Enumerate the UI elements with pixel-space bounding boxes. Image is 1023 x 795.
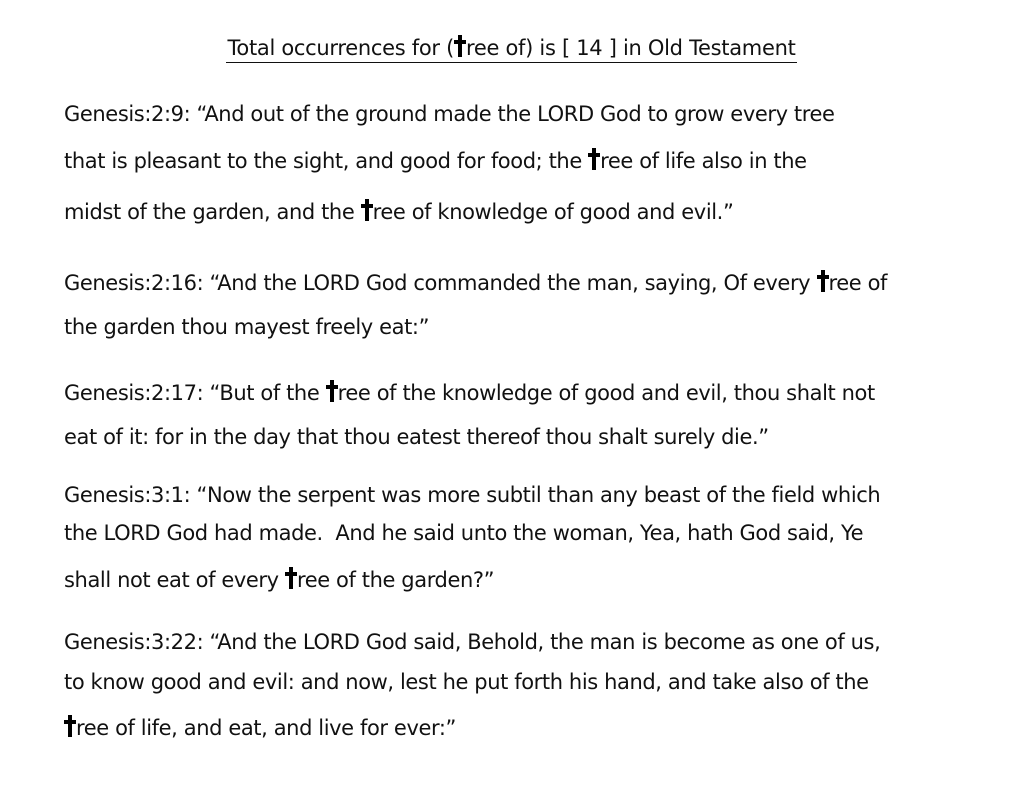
verse-text: shall not eat of every (64, 568, 285, 592)
verse-gen-2-9-line-1 (64, 100, 835, 128)
verse-gen-2-16-line-1 (64, 269, 887, 297)
verse-text: ree of life also in the (600, 149, 807, 173)
verse-text: the garden thou mayest freely eat:” (64, 315, 430, 339)
cross-icon (588, 148, 599, 170)
verse-text: Genesis:3:1: “Now the serpent was more subtil than any beast of the field which (64, 483, 881, 507)
verse-text: that is pleasant to the sight, and good for food; the (64, 149, 589, 173)
title-text-after: ree of) is [ 14 ] in Old Testament (466, 36, 796, 60)
verse-text: Genesis:2:17: “But of the (64, 381, 326, 405)
cross-icon (454, 35, 465, 57)
cross-icon (64, 715, 75, 737)
verse-text: ree of knowledge of good and evil.” (372, 200, 734, 224)
verse-text: eat of it: for in the day that thou eatest thereof thou shalt surely die.” (64, 425, 769, 449)
verse-gen-2-17-line-1 (64, 379, 875, 407)
verse-gen-2-9-line-3 (64, 198, 733, 226)
verse-gen-2-16-line-2 (64, 313, 429, 341)
title-underlined (226, 34, 796, 63)
verse-gen-3-22-line-1 (64, 628, 880, 656)
verse-text: Genesis:3:22: “And the LORD God said, Behold, the man is become as one of us, (64, 630, 881, 654)
verse-gen-3-22-line-2 (64, 668, 869, 696)
verse-text: ree of (828, 271, 888, 295)
title-text-before: Total occurrences for ( (227, 36, 455, 60)
cross-icon (361, 199, 372, 221)
verse-gen-3-1-line-3 (64, 566, 494, 594)
page-title (0, 34, 1023, 63)
verse-gen-3-1-line-1 (64, 481, 880, 509)
verse-text: ree of the knowledge of good and evil, thou shalt not (337, 381, 875, 405)
verse-text: ree of the garden?” (296, 568, 495, 592)
verse-text: to know good and evil: and now, lest he put forth his hand, and take also of the (64, 670, 869, 694)
verse-gen-2-17-line-2 (64, 423, 769, 451)
cross-icon (285, 567, 296, 589)
cross-icon (817, 270, 828, 292)
verse-text: Genesis:2:9: “And out of the ground made the LORD God to grow every tree (64, 102, 835, 126)
verse-gen-3-22-line-3 (64, 714, 456, 742)
verse-text: ree of life, and eat, and live for ever:” (76, 716, 457, 740)
verse-text: the LORD God had made. And he said unto the woman, Yea, hath God said, Ye (64, 521, 864, 545)
verse-text: midst of the garden, and the (64, 200, 361, 224)
verse-gen-3-1-line-2 (64, 519, 863, 547)
cross-icon (326, 380, 337, 402)
verse-gen-2-9-line-2 (64, 147, 807, 175)
verse-text: Genesis:2:16: “And the LORD God commanded the man, saying, Of every (64, 271, 817, 295)
